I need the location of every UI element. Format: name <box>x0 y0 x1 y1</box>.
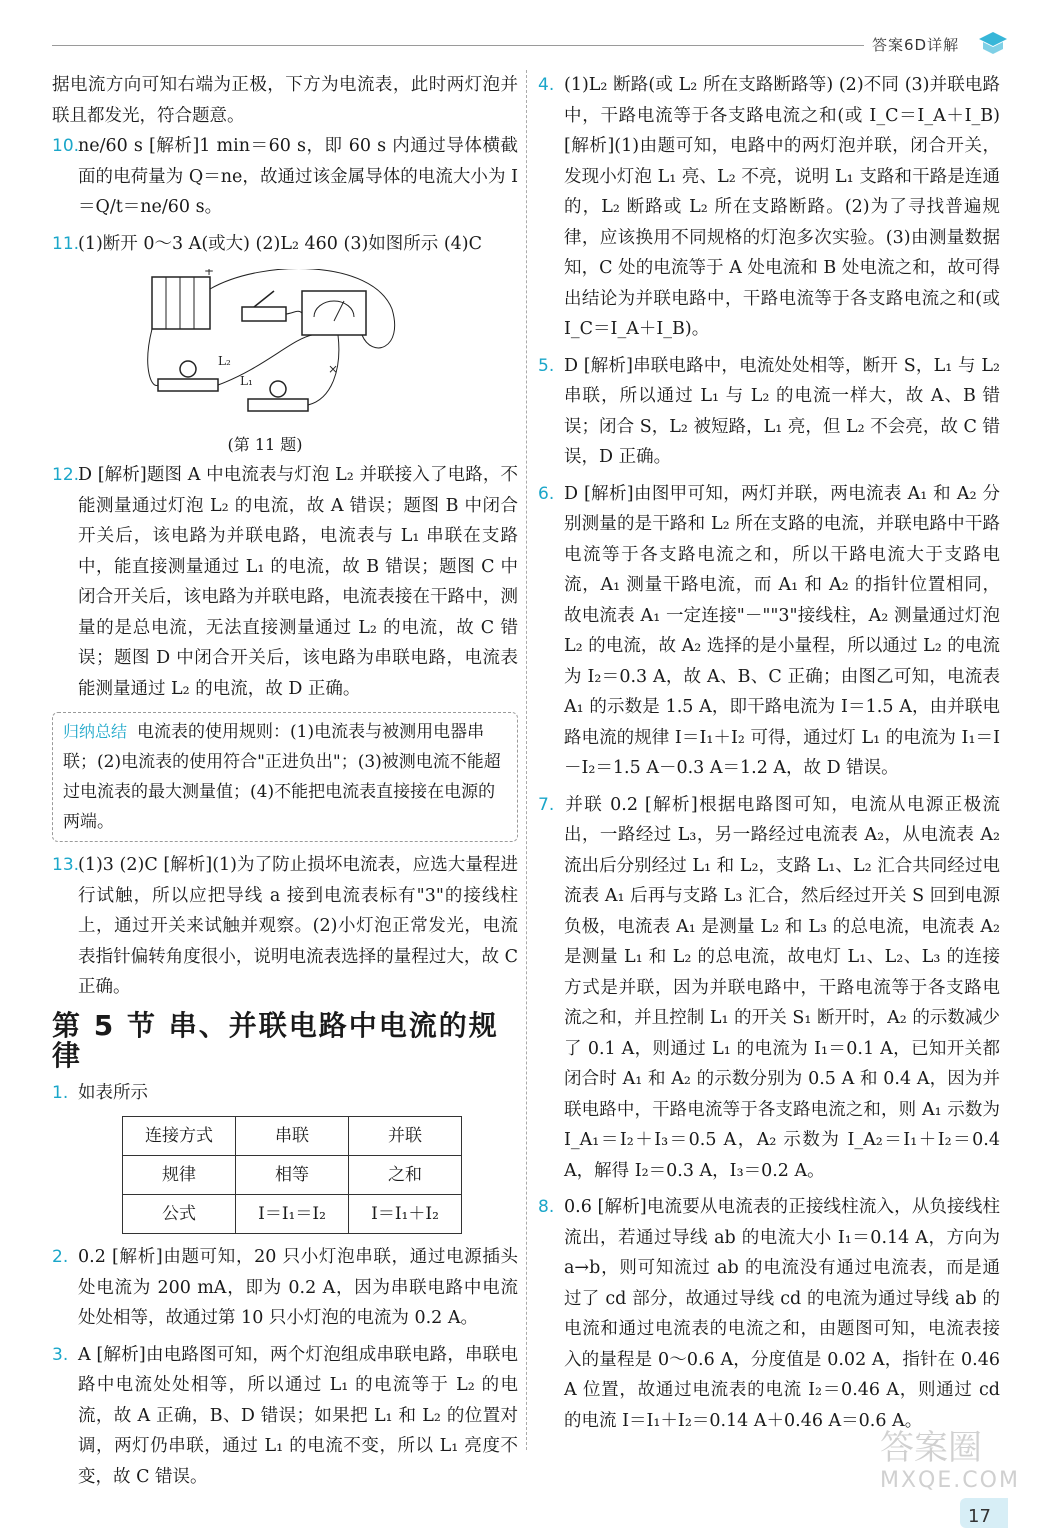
current-law-table <box>122 1116 462 1234</box>
answer-text: (1)断开 0～3 A(或大) (2)L₂ 460 (3)如图所示 (4)C <box>78 233 483 254</box>
answer-text: D [解析]题图 A 中电流表与灯泡 L₂ 并联接入了电路，不能测量通过灯泡 L₂ 的电流，故 A 错误；题图 B 中闭合开关后，该电路为并联电路，电流表与 L₁ 串联在支路中，能直接测量通过 L₁ 的电流，故 B 错误；题图 C 中闭合开关后，该电路为并联电路，电流表接在干路中，测量的是总电流，无法直接测量通过 L₂ 的电流，故 C 错误；题图 D 中闭合开关后，该电路为串联电路，电流表能测量通过 L₂ 的电流，故 D 正确。 <box>78 465 518 699</box>
answer-s8 <box>538 1192 1000 1436</box>
svg-text:L₂: L₂ <box>218 354 231 368</box>
answer-11 <box>52 229 518 260</box>
table-cell: 规律 <box>123 1156 236 1195</box>
answer-number: 2. <box>52 1247 69 1267</box>
table-row <box>123 1195 462 1234</box>
answer-s1 <box>52 1078 518 1109</box>
intro-paragraph: 据电流方向可知右端为正极，下方为电流表，此时两灯泡并联且都发光，符合题意。 <box>52 75 518 126</box>
table-cell: 公式 <box>123 1195 236 1234</box>
answer-text: 并联 0.2 [解析]根据电路图可知，电流从电源正极流出，一路经过 L₃，另一路经过电流表 A₂，从电流表 A₂ 流出后分别经过 L₁ 和 L₂，支路 L₁、L₂ 汇合共同经过电流表 A₁ 后再与支路 L₃ 汇合，然后经过开关 S 回到电源负极，电流表 A₁ 是测量 L₂ 和 L₃ 的总电流，电流表 A₂ 是测量 L₁ 和 L₂ 的总电流，故电灯 L₁、L₂、L₃ 的连接方式是并联，因为并联电路中，干路电流等于各支路电流之和，并且控制 L₁ 的开关 S₁ 断开时，A₂ 的示数减少了 0.1 A，则通过 L₁ 的电流为 I₁＝0.1 A，已知开关都闭合时 A₁ 和 A₂ 的示数分别为 0.5 A 和 0.4 A，因为并联电路中，干路电流等于各支路电流之和，则 A₁ 示数为 I_A₁＝I₂＋I₃＝0.5 A，A₂ 示数为 I_A₂＝I₁＋I₂＝0.4 A，解得 I₂＝0.3 A，I₃＝0.2 A。 <box>564 794 1000 1181</box>
table-cell: 并联 <box>349 1117 462 1156</box>
answer-number: 4. <box>538 75 555 95</box>
answer-s5 <box>538 351 1000 473</box>
answer-text: 0.2 [解析]由题可知，20 只小灯泡串联，通过电源插头处电流为 200 mA，即为 0.2 A，因为串联电路中电流处处相等，故通过第 10 只小灯泡的电流为 0.2 A。 <box>78 1247 518 1328</box>
svg-text:L₁: L₁ <box>240 374 253 388</box>
table-row <box>123 1117 462 1156</box>
left-column <box>52 70 518 1498</box>
answer-number: 5. <box>538 355 555 376</box>
table-cell: 相等 <box>236 1156 349 1195</box>
circuit-diagram <box>142 269 402 419</box>
table-cell: I＝I₁＝I₂ <box>236 1195 349 1234</box>
watermark-url: MXQE.COM <box>880 1468 1020 1493</box>
right-column <box>538 70 1000 1442</box>
table-cell: I＝I₁＋I₂ <box>349 1195 462 1234</box>
answer-s4 <box>538 70 1000 345</box>
answer-s6 <box>538 479 1000 784</box>
answer-s2 <box>52 1242 518 1334</box>
answer-s3 <box>52 1340 518 1493</box>
table-row <box>123 1156 462 1195</box>
section-title: 第 5 节 串、并联电路中电流的规律 <box>52 1008 499 1072</box>
table-cell: 连接方式 <box>123 1117 236 1156</box>
header-title: 答案6D详解 <box>872 36 960 54</box>
answer-number: 10. <box>52 136 80 156</box>
answer-number: 12. <box>52 465 80 485</box>
header-rule <box>52 45 864 46</box>
column-divider <box>526 70 528 1450</box>
answer-number: 1. <box>52 1082 69 1103</box>
answer-text: 0.6 [解析]电流要从电流表的正接线柱流入，从负接线柱流出，若通过导线 ab 的电流大小 I₁＝0.14 A，方向为 a→b，则可知流过 ab 的电流没有通过电流表，而是通过了 cd 部分，故通过导线 cd 的电流为通过导线 ab 的电流和通过电流表的电流之和，由题图可知，电流表接入的量程是 0～0.6 A，分度值是 0.02 A，指针在 0.46 A 位置，故通过电流表的电流 I₂＝0.46 A，则通过 cd 的电流 I＝I₁＋I₂＝0.14 A＋0.46 A＝0.6 A。 <box>564 1197 1000 1431</box>
answer-text: A [解析]由电路图可知，两个灯泡组成串联电路，串联电路中电流处处相等，所以通过 L₁ 的电流等于 L₂ 的电流，故 A 正确，B、D 错误；如果把 L₁ 和 L₂ 的位置对调，两灯仍串联，通过 L₁ 的电流不变，所以 L₁ 亮度不变，故 C 错误。 <box>78 1344 518 1487</box>
page-number: 17 <box>968 1506 991 1527</box>
figure-caption: (第 11 题) <box>227 434 303 454</box>
answer-number: 11. <box>52 233 80 254</box>
answer-number: 13. <box>52 855 80 875</box>
answer-text: D [解析]由图甲可知，两灯并联，两电流表 A₁ 和 A₂ 分别测量的是干路和 L₂ 所在支路的电流，并联电路中干路电流等于各支路电流之和，所以干路电流大于支路电流，A₁ 测量干路电流，而 A₁ 和 A₂ 的指针位置相同，故电流表 A₁ 一定连接"－""3"接线柱，A₂ 测量通过灯泡 L₂ 的电流，故 A₂ 选择的是小量程，所以通过 L₂ 的电流为 I₂＝0.3 A，故 A、B、C 正确；由图乙可知，电流表 A₁ 的示数是 1.5 A，即干路电流为 I＝1.5 A，由并联电路电流的规律 I＝I₁＋I₂ 可得，通过灯 L₁ 的电流为 I₁＝I－I₂＝1.5 A－0.3 A＝1.2 A，故 D 错误。 <box>564 483 1000 778</box>
svg-text:+: + <box>204 269 215 278</box>
summary-title: 归纳总结 <box>63 722 128 741</box>
answer-12 <box>52 460 518 704</box>
svg-text:×: × <box>328 362 339 376</box>
answer-text: (1)L₂ 断路(或 L₂ 所在支路断路等) (2)不同 (3)并联电路中，干路电流等于各支路电流之和(或 I_C＝I_A＋I_B) [解析](1)由题可知，电路中的两灯泡并联，闭合开关，发现小灯泡 L₁ 亮、L₂ 不亮，说明 L₁ 支路和干路是连通的，L₂ 断路或 L₂ 所在支路断路。(2)为了寻找普遍规律，应该换用不同规格的灯泡多次实验。(3)由测量数据知，C 处的电流等于 A 处电流和 B 处电流之和，故可得出结论为并联电路中，干路电流等于各支路电流之和(或 I_C＝I_A＋I_B)。 <box>564 75 1000 339</box>
answer-13 <box>52 850 518 1003</box>
table-cell: 串联 <box>236 1117 349 1156</box>
watermark-logo: 答案圈 <box>880 1428 982 1468</box>
answer-text: (1)3 (2)C [解析](1)为了防止损坏电流表，应选大量程进行试触，所以应把导线 a 接到电流表标有"3"的接线柱上，通过开关来试触并观察。(2)小灯泡正常发光，电流表指针偏转角度很小，说明电流表选择的量程过大，故 C 正确。 <box>78 855 518 997</box>
answer-text: ne/60 s [解析]1 min＝60 s，即 60 s 内通过导体横截面的电荷量为 Q＝ne，故通过该金属导体的电流大小为 I＝Q/t＝ne/60 s。 <box>78 136 518 217</box>
answer-text: 如表所示 <box>78 1082 148 1103</box>
answer-number: 7. <box>538 794 555 815</box>
summary-text: 电流表的使用规则：(1)电流表与被测用电器串联；(2)电流表的使用符合"正进负出"；(3)被测电流不能超过电流表的最大测量值；(4)不能把电流表直接接在电源的两端。 <box>63 722 501 832</box>
book-logo-icon <box>978 30 1008 56</box>
answer-number: 6. <box>538 483 555 504</box>
answer-s7 <box>538 790 1000 1187</box>
table-cell: 之和 <box>349 1156 462 1195</box>
answer-number: 8. <box>538 1197 555 1217</box>
answer-10 <box>52 131 518 223</box>
answer-text: D [解析]串联电路中，电流处处相等，断开 S，L₁ 与 L₂ 串联，所以通过 L₁ 与 L₂ 的电流一样大，故 A、B 错误；闭合 S，L₂ 被短路，L₁ 亮，但 L₂ 不会亮，故 C 错误，D 正确。 <box>564 355 1000 467</box>
summary-box <box>52 712 518 842</box>
answer-number: 3. <box>52 1344 69 1365</box>
